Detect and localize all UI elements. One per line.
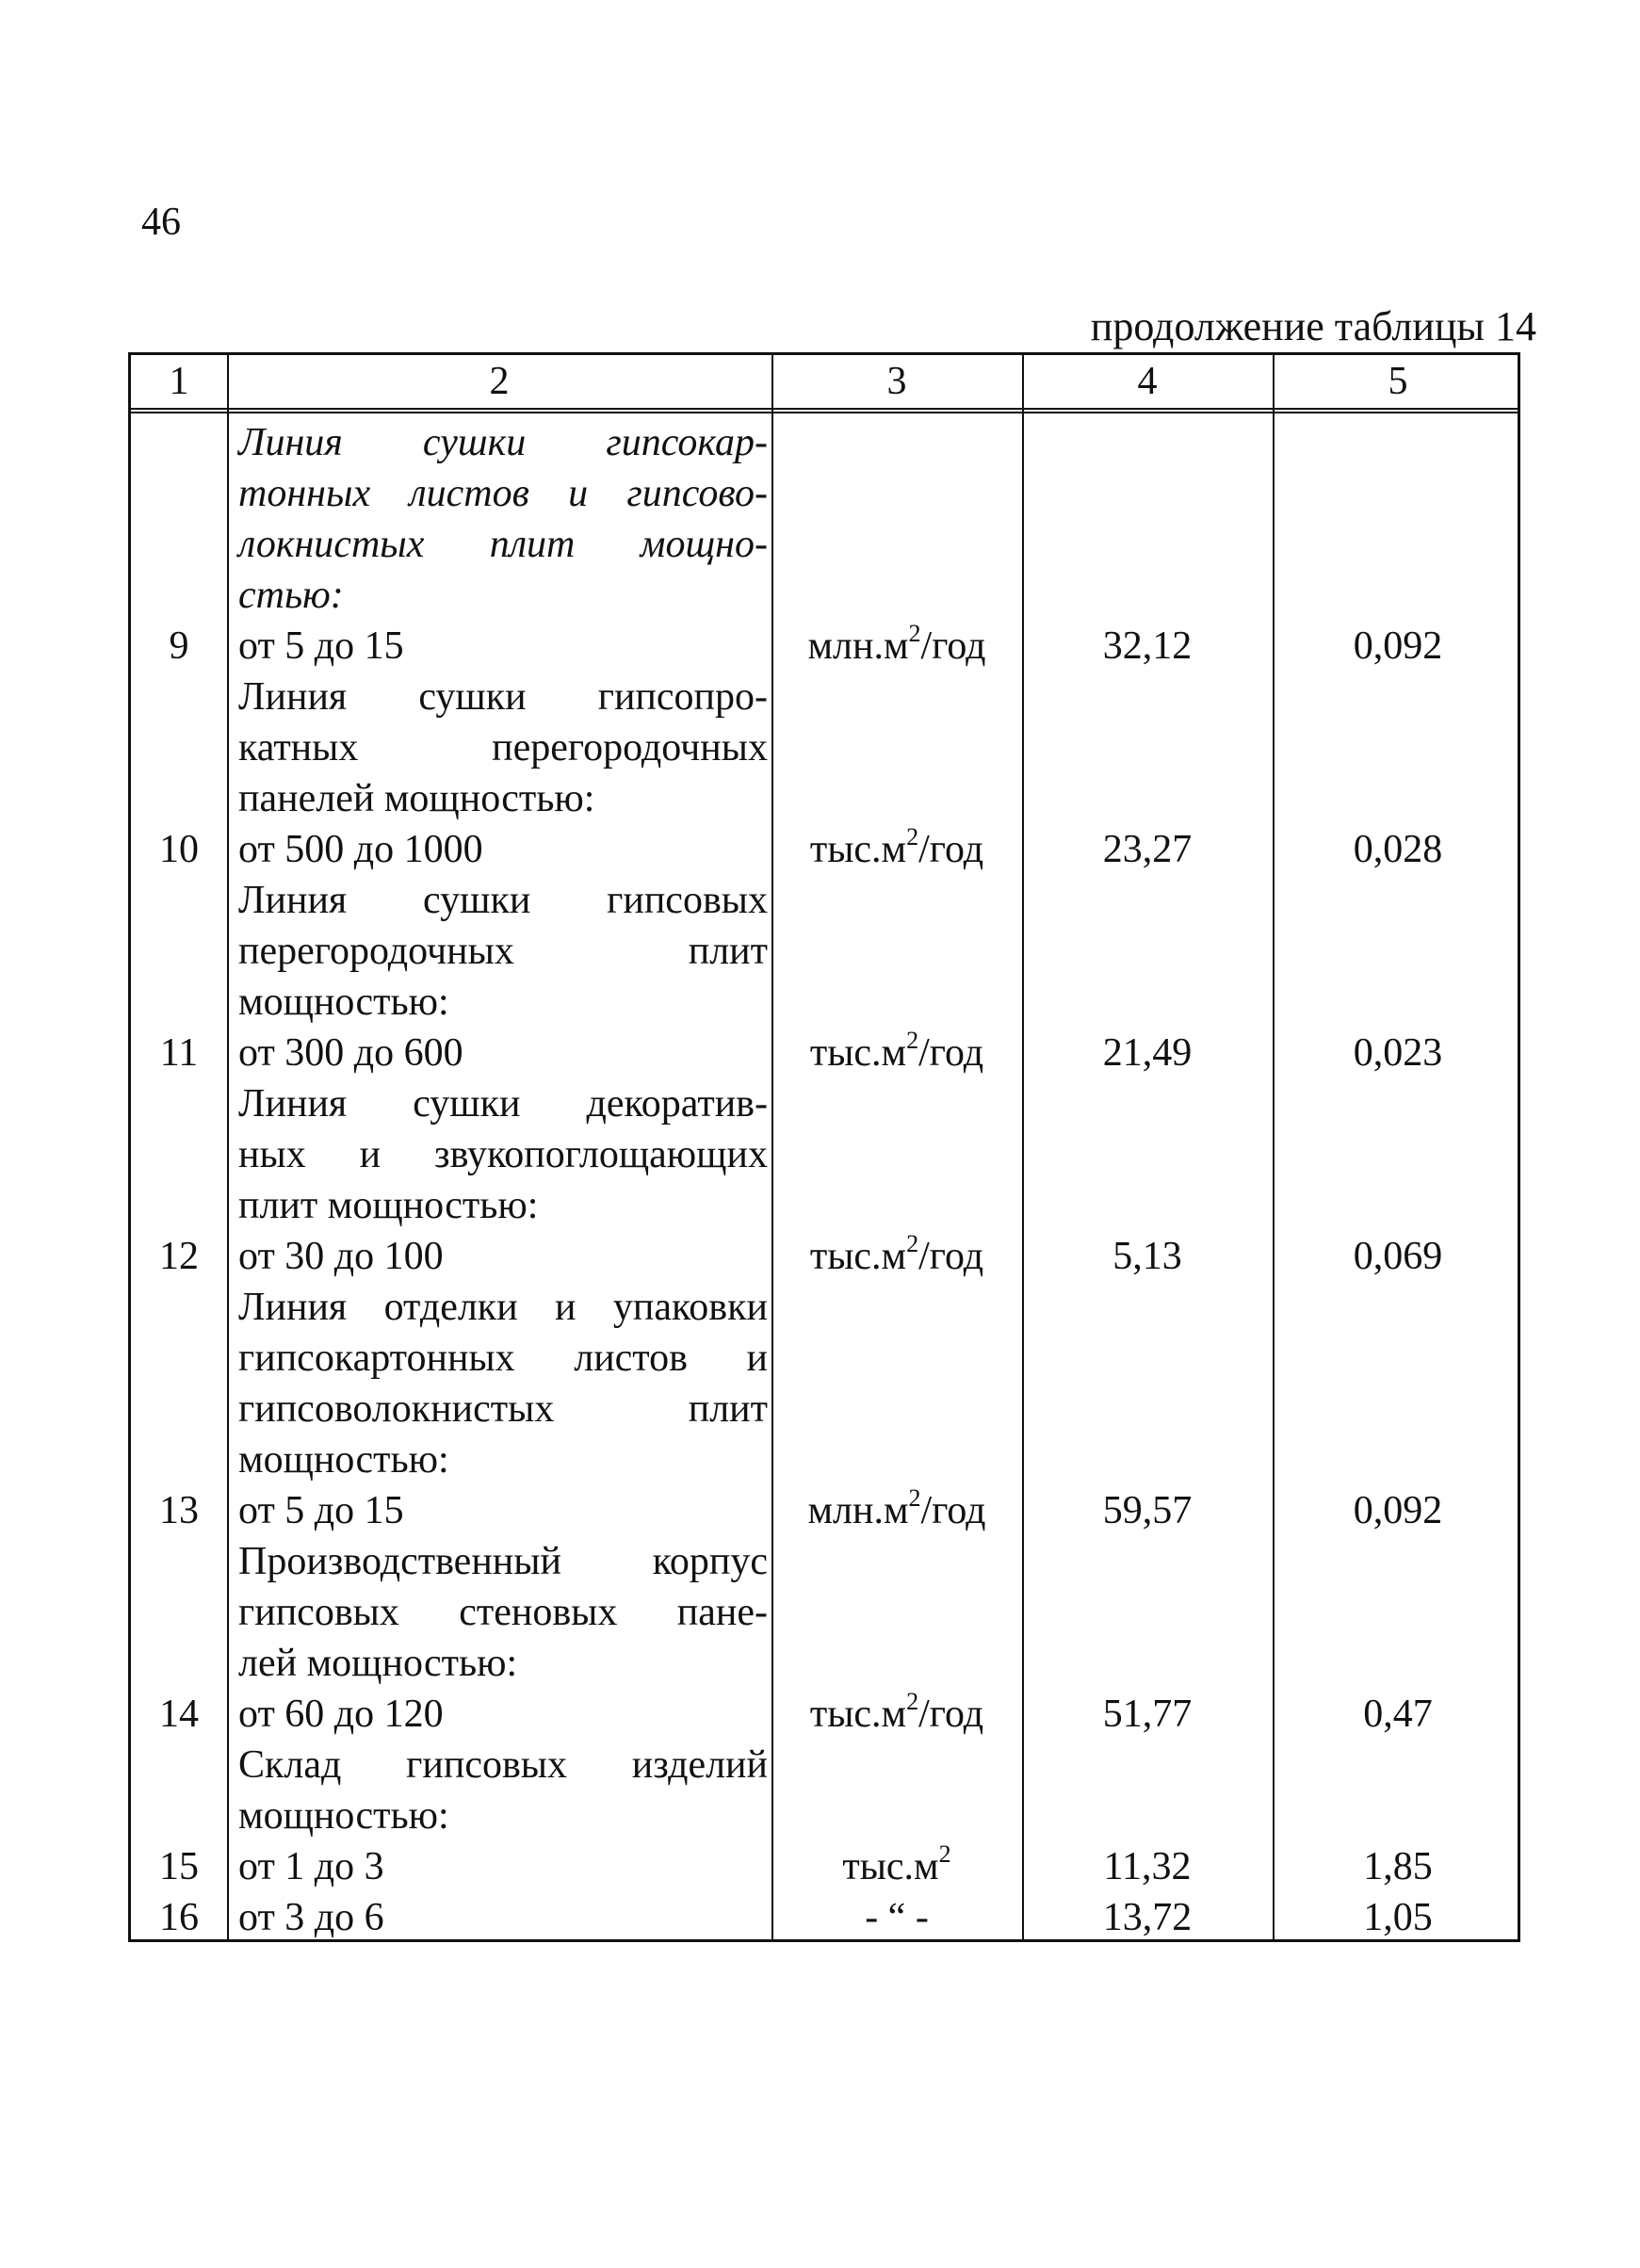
row-description-line: лей мощностью: — [238, 1642, 518, 1685]
row-unit — [771, 1892, 1022, 1943]
unit-superscript: 2 — [938, 1840, 951, 1868]
row-description-line: катных перегородочных — [238, 726, 768, 770]
row-range: от 30 до 100 — [238, 1235, 444, 1278]
unit-superscript: 2 — [906, 1688, 919, 1715]
row-col4-value: 5,13 — [1112, 1235, 1182, 1278]
unit-base: тыс.м — [809, 1031, 907, 1075]
row-col5-value: 0,028 — [1353, 828, 1443, 871]
unit-tail: /год — [918, 1693, 984, 1736]
unit-base: - “ - — [865, 1896, 929, 1939]
row-description-line: тонных листов и гипсово- — [238, 472, 768, 515]
row-number: 12 — [159, 1235, 199, 1278]
header-cell-2: 2 — [489, 360, 510, 403]
row-number: 10 — [159, 828, 199, 871]
row-description-line: Линия сушки гипсокар- — [238, 421, 768, 464]
row-description-line: перегородочных плит — [238, 930, 768, 973]
unit-tail: /год — [918, 1031, 984, 1075]
row-range: от 3 до 6 — [238, 1896, 384, 1939]
row-number: 9 — [169, 624, 189, 668]
row-description-line: гипсоволокнистых плит — [238, 1387, 768, 1431]
page-number: 46 — [141, 201, 181, 244]
row-description-line: Линия сушки декоратив- — [238, 1082, 768, 1126]
row-description-line: мощностью: — [238, 980, 449, 1024]
row-description-line: Линия сушки гипсопро- — [238, 675, 768, 719]
unit-tail: /год — [918, 828, 984, 871]
unit-base: млн.м — [807, 1489, 909, 1532]
unit-base: тыс.м — [809, 828, 907, 871]
row-description-line: гипсокартонных листов и — [238, 1336, 768, 1380]
row-unit — [771, 621, 1022, 672]
row-col4-value: 13,72 — [1102, 1896, 1193, 1939]
row-description-line: локнистых плит мощно- — [238, 523, 768, 566]
row-unit — [771, 1689, 1022, 1740]
row-description-line: Производственный корпус — [238, 1540, 768, 1583]
row-number: 14 — [159, 1693, 199, 1736]
row-number: 11 — [159, 1031, 199, 1075]
row-col4-value: 51,77 — [1102, 1693, 1193, 1736]
unit-superscript: 2 — [908, 1484, 921, 1512]
unit-tail: /год — [918, 1235, 984, 1278]
row-description-line: мощностью: — [238, 1794, 449, 1838]
row-description-line: гипсовых стеновых пане- — [238, 1591, 768, 1634]
row-description-line: панелей мощностью: — [238, 777, 595, 820]
row-description-line: стью: — [238, 574, 344, 617]
row-unit — [771, 824, 1022, 875]
unit-superscript: 2 — [908, 620, 921, 647]
row-col4-value: 32,12 — [1102, 624, 1193, 668]
row-range: от 5 до 15 — [238, 1489, 404, 1532]
row-description-line: Линия отделки и упаковки — [238, 1286, 768, 1329]
unit-base: тыс.м — [842, 1845, 939, 1888]
row-description-line: Линия сушки гипсовых — [238, 879, 768, 922]
row-description-line: ных и звукопоглощающих — [238, 1133, 768, 1176]
unit-superscript: 2 — [906, 1230, 919, 1257]
unit-tail: /год — [920, 1489, 986, 1532]
header-cell-3: 3 — [886, 360, 907, 403]
row-range: от 1 до 3 — [238, 1845, 384, 1888]
row-col5-value: 1,05 — [1363, 1896, 1433, 1939]
header-cell-5: 5 — [1388, 360, 1408, 403]
row-col4-value: 59,57 — [1102, 1489, 1193, 1532]
unit-superscript: 2 — [906, 823, 919, 850]
row-unit — [771, 1485, 1022, 1536]
row-col5-value: 0,069 — [1353, 1235, 1443, 1278]
row-range: от 500 до 1000 — [238, 828, 483, 871]
column-divider — [227, 355, 229, 1939]
row-unit — [771, 1231, 1022, 1282]
row-col5-value: 0,47 — [1363, 1693, 1433, 1736]
row-col5-value: 0,092 — [1353, 624, 1443, 668]
row-range: от 5 до 15 — [238, 624, 404, 668]
table-caption: продолжение таблицы 14 — [1090, 303, 1536, 349]
row-number: 13 — [159, 1489, 199, 1532]
row-number: 16 — [159, 1896, 199, 1939]
row-col4-value: 11,32 — [1103, 1845, 1192, 1888]
row-col5-value: 0,023 — [1353, 1031, 1443, 1075]
row-description-line: плит мощностью: — [238, 1184, 539, 1227]
row-number: 15 — [159, 1845, 199, 1888]
row-range: от 60 до 120 — [238, 1693, 444, 1736]
header-cell-4: 4 — [1137, 360, 1158, 403]
unit-tail: /год — [920, 624, 986, 668]
row-col5-value: 1,85 — [1363, 1845, 1433, 1888]
row-col4-value: 21,49 — [1102, 1031, 1193, 1075]
row-description-line: мощностью: — [238, 1438, 449, 1482]
header-divider — [131, 408, 1518, 413]
row-col4-value: 23,27 — [1102, 828, 1193, 871]
header-cell-1: 1 — [169, 360, 189, 403]
unit-base: млн.м — [807, 624, 909, 668]
unit-base: тыс.м — [809, 1693, 907, 1736]
unit-superscript: 2 — [906, 1027, 919, 1054]
row-unit — [771, 1028, 1022, 1078]
row-col5-value: 0,092 — [1353, 1489, 1443, 1532]
unit-base: тыс.м — [809, 1235, 907, 1278]
row-unit — [771, 1841, 1022, 1892]
data-table — [128, 352, 1520, 1942]
row-range: от 300 до 600 — [238, 1031, 463, 1075]
row-description-line: Склад гипсовых изделий — [238, 1743, 768, 1787]
